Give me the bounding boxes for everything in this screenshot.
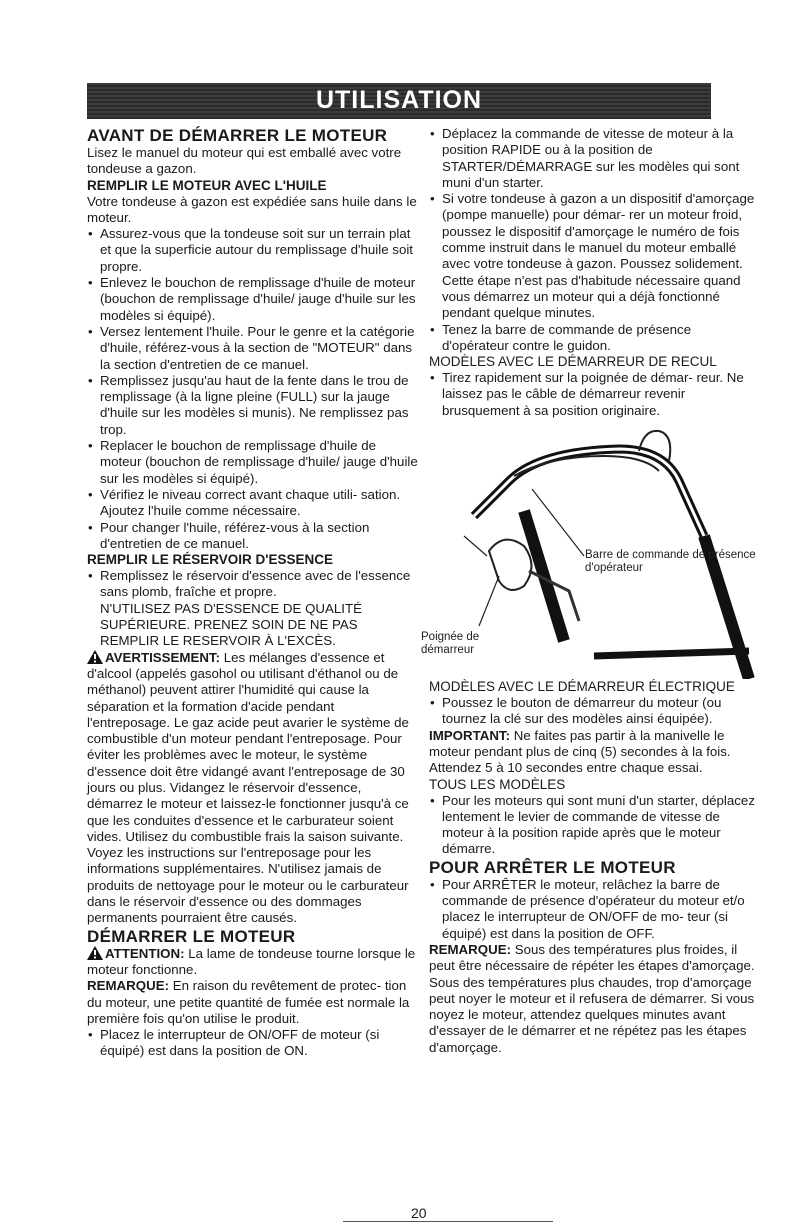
list-item: • Vérifiez le niveau correct avant chaque utili- sation. Ajoutez l'huile comme nécessaire. <box>87 487 420 520</box>
note-paragraph <box>87 978 420 1027</box>
list-item: • Si votre tondeuse à gazon a un dispositif d'amorçage (pompe manuelle) pour démar- rer un moteur froid, poussez le dispositif d'amorçage le numéro de fois comme instruit dans le manuel du moteur emballé avec votre tondeuse à gazon. Poussez solidement. Cette étape n'est pas d'habitude nécessaire quand vous démarrez un moteur qui a déjà fonctionné pendant quelque minutes. <box>429 191 759 321</box>
section-header-banner <box>87 83 711 119</box>
caution-triangle-icon <box>87 946 103 960</box>
stop-engine-heading: POUR ARRÊTER LE MOTEUR <box>429 857 676 877</box>
recoil-list <box>429 370 759 419</box>
oil-heading: REMPLIR LE MOTEUR AVEC L'HUILE <box>87 177 327 193</box>
section-title: UTILISATION <box>315 86 483 114</box>
list-item: • Assurez-vous que la tondeuse soit sur un terrain plat et que la superficie autour du remplissage d'huile soit propre. <box>87 226 420 275</box>
starter-handle-label: Poignée de démarreur <box>421 631 480 657</box>
list-item: • Enlevez le bouchon de remplissage d'huile de moteur (bouchon de remplissage d'huile/ jauge d'huile sur les modèles si équipé). <box>87 275 420 324</box>
list-item: • Replacer le bouchon de remplissage d'huile de moteur (bouchon de remplissage d'huile/ jauge d'huile sur les modèles si équipé). <box>87 438 420 487</box>
list-item: • Tirez rapidement sur la poignée de démar- reur. Ne laissez pas le câble de démarreur revenir brusquement à sa position originaire. <box>429 370 759 419</box>
fuel-heading: REMPLIR LE RÉSERVOIR D'ESSENCE <box>87 552 334 568</box>
attention-label: ATTENTION: <box>105 945 185 961</box>
warning-triangle-icon <box>87 650 103 664</box>
control-bar-label: Barre de commande de présence d'opérateur <box>585 549 756 575</box>
list-item: • Déplacez la commande de vitesse de moteur à la position RAPIDE ou à la position de STARTER/DÉMARRAGE sur les modèles qui sont muni d'un starter. <box>429 126 759 191</box>
list-item: • Placez le interrupteur de ON/OFF de moteur (si équipé) est dans la position de ON. <box>87 1027 420 1060</box>
all-models-heading: TOUS LES MODÈLES <box>429 776 566 792</box>
attention-text: La lame de tondeuse tourne lorsque le moteur fonctionne. <box>87 945 416 977</box>
all-models-list <box>429 793 759 858</box>
start-engine-heading: DÉMARRER LE MOTEUR <box>87 926 296 946</box>
start-list <box>87 1027 420 1060</box>
list-item: • Pour les moteurs qui sont muni d'un starter, déplacez lentement le levier de commande de vitesse de moteur à la position rapide après que le moteur démarre. <box>429 793 759 858</box>
warning-label: AVERTISSEMENT: <box>105 649 221 665</box>
important-label: IMPORTANT: <box>429 727 511 743</box>
page-number: 20 <box>411 1205 427 1221</box>
right-column <box>421 126 759 1056</box>
list-item: • Remplissez jusqu'au haut de la fente dans le trou de remplissage (à la ligne pleine (FULL) sur la jauge d'huile sur les modèles si munis). Ne remplissez pas trop. <box>87 373 420 438</box>
oil-intro: Votre tondeuse à gazon est expédiée sans huile dans le moteur. <box>87 193 417 225</box>
list-item: • Tenez la barre de commande de présence d'opérateur contre le guidon. <box>429 322 759 355</box>
before-start-heading: AVANT DE DÉMARRER LE MOTEUR <box>87 126 388 145</box>
important-paragraph <box>429 728 759 777</box>
stop-list <box>429 877 759 942</box>
bottom-divider <box>343 1221 553 1222</box>
mower-handle-figure <box>421 421 759 679</box>
oil-steps-list <box>87 226 420 552</box>
left-column <box>87 126 420 1060</box>
important-text: Ne faites pas partir à la manivelle le moteur pendant plus de cinq (5) secondes à la fois. Attendez 5 à 10 secondes entre chaque essai. <box>429 727 731 776</box>
start-steps-list <box>429 126 759 354</box>
fuel-list <box>87 568 420 601</box>
fuel-caps-warning: N'UTILISEZ PAS D'ESSENCE DE QUALITÉ SUPÉRIEURE. PRENEZ SOIN DE NE PAS REMPLIR LE RESERVOIR À L'EXCÈS. <box>100 600 362 649</box>
warning-paragraph <box>87 650 420 927</box>
electric-heading: MODÈLES AVEC LE DÉMARREUR ÉLECTRIQUE <box>429 679 735 695</box>
note-label: REMARQUE: <box>87 978 169 994</box>
electric-list <box>429 695 759 728</box>
before-start-intro: Lisez le manuel du moteur qui est emballé avec votre tondeuse a gazon. <box>87 145 402 177</box>
list-item: • Pour ARRÊTER le moteur, relâchez la barre de commande de présence d'opérateur du moteur et/o placez le interrupteur de ON/OFF de mo- teur (si équipé) est dans la position de OFF. <box>429 877 759 942</box>
list-item: • Pour changer l'huile, référez-vous à la section d'entretien de ce manuel. <box>87 520 420 553</box>
attention-paragraph <box>87 946 420 979</box>
remark-text: Sous des températures plus froides, il peut être nécessaire de répéter les étapes d'amorçage. Sous des températures plus chaudes, trop d'amorçage peut noyer le moteur et il refusera de démarrer. Si vous noyez le moteur, attendez quelques minutes avant d'essayer de le démarrer et ne répétez pas les étapes d'amorçage. <box>429 941 755 1055</box>
list-item: • Versez lentement l'huile. Pour le genre et la catégorie d'huile, référez-vous à la section de "MOTEUR" dans la section d'entretien de ce manuel. <box>87 324 420 373</box>
remark-label: REMARQUE: <box>429 941 511 957</box>
list-item: • Remplissez le réservoir d'essence avec de l'essence sans plomb, fraîche et propre. <box>87 568 420 601</box>
list-item: • Poussez le bouton de démarreur du moteur (ou tournez la clé sur des modèles ainsi équipée). <box>429 695 759 728</box>
remark-paragraph <box>429 942 759 1056</box>
recoil-heading: MODÈLES AVEC LE DÉMARREUR DE RECUL <box>429 354 717 370</box>
note-text: En raison du revêtement de protec- tion du moteur, une petite quantité de fumée est normale la première fois qu'on utilise le produit. <box>87 978 410 1026</box>
warning-text: Les mélanges d'essence et d'alcool (appelés gasohol ou utilisant d'éthanol ou de méthanol) peuvent attirer l'humidité qui cause la séparation et la formation d'acide pendant l'entreposage. Le gaz acide peut avarier le système de combustible d'un moteur pendant l'entreposage. Pour éviter les problèmes avec le moteur, le système d'essence doit être vidangé avant l'entreposage de 30 jours ou plus. Vidangez le réservoir d'essence, démarrez le moteur et laissez-le fonctionner jusqu'à ce que les conduites d'essence et le carburateur soient vides. Utilisez du combustible frais la saison suivante. Voyez les instructions sur l'entreposage pour les informations supplémentaires. N'utilisez jamais de produits de nettoyage pour le moteur ou le carburateur dans le réservoir d'essence ou des dommages permanents pourraient être causés. <box>87 649 409 926</box>
